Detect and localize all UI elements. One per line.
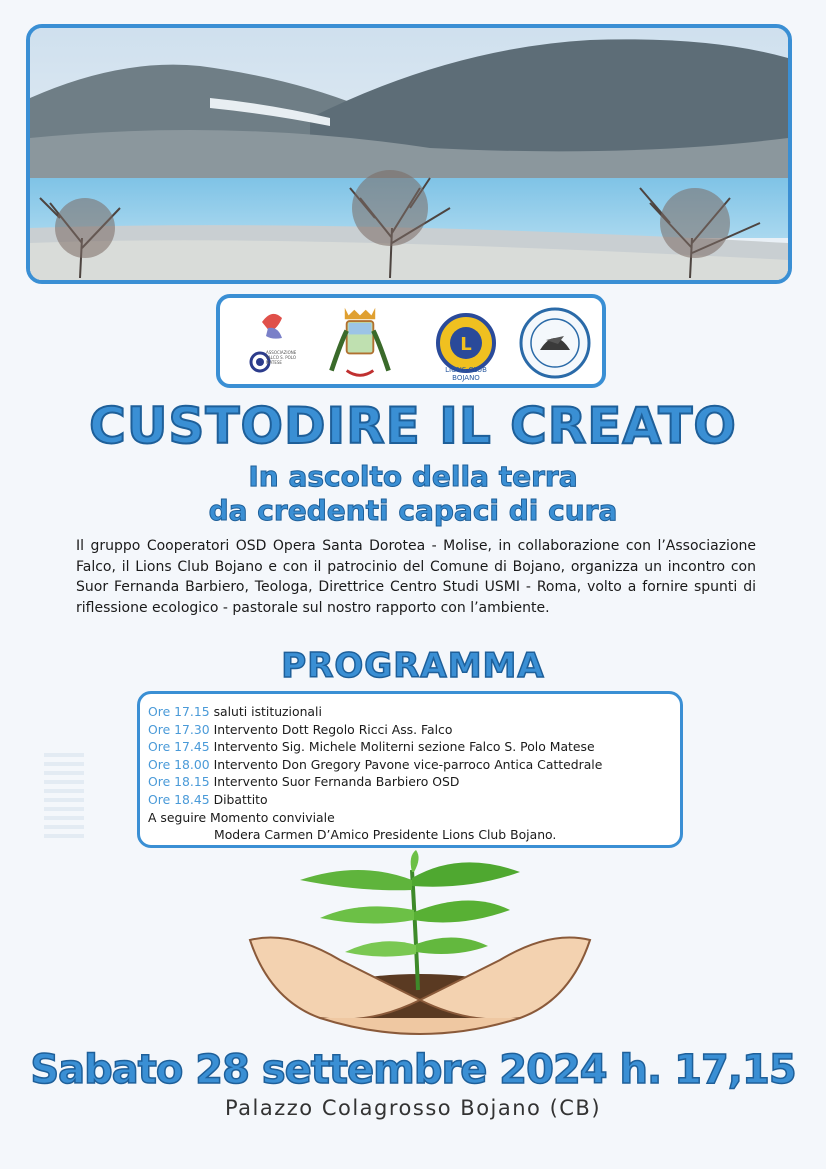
program-text: Dibattito xyxy=(213,791,268,807)
sponsor-logos xyxy=(216,294,606,388)
program-item xyxy=(148,756,680,774)
subtitle-line-1: In ascolto della terra xyxy=(248,460,578,493)
program-time: Ore 17.15 xyxy=(148,704,210,719)
bojano-coat-of-arms-logo xyxy=(320,304,400,382)
program-box xyxy=(137,691,683,848)
intro-paragraph: Il gruppo Cooperatori OSD Opera Santa Dorotea - Molise, in collaborazione con l’Associazione Falco, il Lions Club Bojano e con il patrocinio del Comune di Bojano, organizza un incontro con Suor Fernanda Barbiero, Teologa, Direttrice Centro Studi USMI - Roma, volto a fornire spunti di riflessione ecologico - pastorale sul nostro rapporto con l’ambiente. xyxy=(76,538,756,616)
subtitle-line-2: da credenti capaci di cura xyxy=(208,494,618,527)
page-title: CUSTODIRE IL CREATO xyxy=(89,397,737,455)
opera-santa-dorotea-seal-logo xyxy=(518,304,592,382)
falco-logo-caption: ASSOCIAZIONE FALCO S. POLO MATESE xyxy=(266,350,297,365)
program-time: Ore 18.00 xyxy=(148,756,210,772)
program-item xyxy=(148,791,680,809)
program-item xyxy=(148,773,680,791)
mountain-lake-icon xyxy=(30,28,788,280)
lions-logo-caption: LIONS CLUB BOJANO xyxy=(445,366,487,382)
program-follow: A seguire Momento conviviale xyxy=(148,809,335,825)
program-time: Ore 18.15 xyxy=(148,774,210,790)
program-text: Intervento Dott Regolo Ricci Ass. Falco xyxy=(213,721,453,737)
program-time: Ore 17.30 xyxy=(148,721,210,737)
svg-text:L: L xyxy=(460,334,472,355)
program-item xyxy=(148,738,680,756)
event-date: Sabato 28 settembre 2024 h. 17,15 xyxy=(30,1047,796,1093)
program-text: Intervento Don Gregory Pavone vice-parroco Antica Cattedrale xyxy=(213,756,603,772)
program-item xyxy=(148,721,680,739)
program-time: Ore 17.45 xyxy=(148,739,210,755)
program-title: PROGRAMMA xyxy=(281,646,545,686)
program-text: Intervento Suor Fernanda Barbiero OSD xyxy=(213,774,460,790)
program-item xyxy=(148,703,680,721)
background-watermark xyxy=(44,748,84,838)
hands-holding-plant-icon xyxy=(230,850,610,1050)
falco-association-logo xyxy=(242,304,302,382)
program-text: saluti istituzionali xyxy=(213,704,322,719)
program-text: Intervento Sig. Michele Moliterni sezione Falco S. Polo Matese xyxy=(213,739,595,755)
program-time: Ore 18.45 xyxy=(148,791,210,807)
hero-photo xyxy=(26,24,792,284)
event-place: Palazzo Colagrosso Bojano (CB) xyxy=(224,1096,602,1120)
program-moderator: Modera Carmen D’Amico Presidente Lions Club Bojano. xyxy=(214,827,557,843)
